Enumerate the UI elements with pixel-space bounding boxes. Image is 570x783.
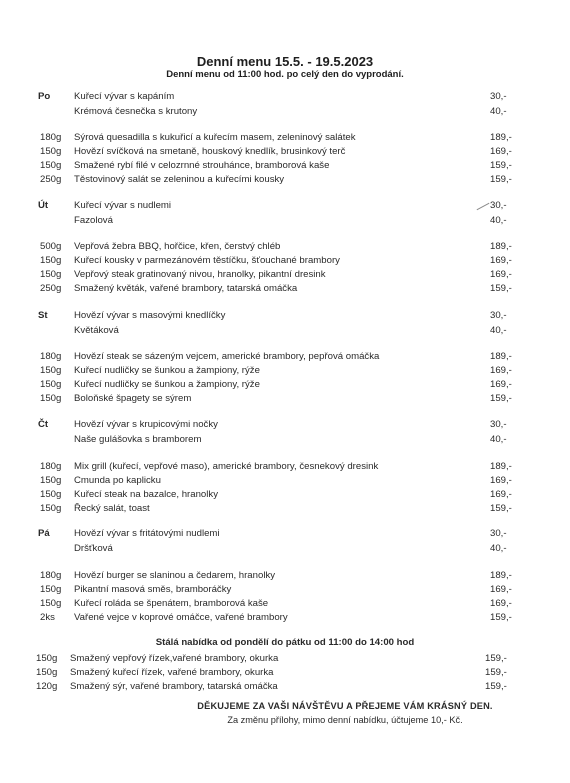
price: 40,- — [490, 215, 507, 226]
price: 189,- — [490, 351, 512, 362]
price: 159,- — [490, 393, 512, 404]
price: 159,- — [490, 612, 512, 623]
price: 159,- — [490, 174, 512, 185]
weight: 120g — [36, 681, 58, 692]
day-label: Čt — [38, 419, 49, 430]
menu-row — [0, 254, 570, 267]
page-title: Denní menu 15.5. - 19.5.2023 — [196, 54, 374, 69]
dish-name: Smažený sýr, vařené brambory, tatarská omáčka — [70, 681, 278, 692]
page-subtitle: Denní menu od 11:00 hod. po celý den do vyprodání. — [166, 69, 404, 80]
standing-offer-title: Stálá nabídka od pondělí do pátku od 11:00 do 14:00 hod — [155, 637, 415, 648]
dish-name: Kuřecí steak na bazalce, hranolky — [74, 489, 218, 500]
menu-row — [0, 527, 570, 540]
price: 169,- — [490, 269, 512, 280]
soup-name: Kuřecí vývar s kapáním — [74, 91, 175, 102]
dish-name: Boloňské špagety se sýrem — [74, 393, 192, 404]
dish-name: Kuřecí nudličky se šunkou a žampiony, rýže — [74, 365, 260, 376]
dish-name: Smažené rybí filé v celozrnné strouhánce, bramborová kaše — [74, 160, 330, 171]
soup-name: Květáková — [74, 325, 119, 336]
menu-row — [0, 240, 570, 253]
weight: 150g — [40, 379, 62, 390]
menu-row — [0, 105, 570, 118]
price: 30,- — [490, 200, 507, 211]
menu-row — [0, 159, 570, 172]
weight: 2ks — [40, 612, 55, 623]
price: 189,- — [490, 461, 512, 472]
soup-name: Hovězí vývar s fritátovými nudlemi — [74, 528, 220, 539]
weight: 180g — [40, 570, 62, 581]
dish-name: Kuřecí kousky v parmezánovém těstíčku, šťouchané brambory — [74, 255, 340, 266]
price: 189,- — [490, 241, 512, 252]
weight: 150g — [40, 503, 62, 514]
menu-row — [0, 324, 570, 337]
price: 169,- — [490, 146, 512, 157]
menu-row — [0, 433, 570, 446]
dish-name: Kuřecí roláda se špenátem, bramborová kaše — [74, 598, 269, 609]
soup-name: Hovězí vývar s krupicovými nočky — [74, 419, 218, 430]
price: 159,- — [490, 503, 512, 514]
menu-row — [0, 583, 570, 596]
price: 169,- — [490, 255, 512, 266]
weight: 250g — [40, 174, 62, 185]
weight: 150g — [40, 269, 62, 280]
price: 159,- — [490, 283, 512, 294]
price: 40,- — [490, 106, 507, 117]
menu-row — [0, 364, 570, 377]
price: 30,- — [490, 310, 507, 321]
menu-row — [0, 611, 570, 624]
menu-row — [0, 474, 570, 487]
weight: 180g — [40, 132, 62, 143]
weight: 500g — [40, 241, 62, 252]
weight: 150g — [40, 584, 62, 595]
weight: 150g — [36, 653, 58, 664]
dish-name: Hovězí burger se slaninou a čedarem, hranolky — [74, 570, 276, 581]
menu-row — [0, 268, 570, 281]
price: 169,- — [490, 365, 512, 376]
dish-name: Pikantní masová směs, bramboráčky — [74, 584, 232, 595]
menu-row — [0, 542, 570, 555]
day-label: Pá — [38, 528, 50, 539]
price: 159,- — [490, 160, 512, 171]
weight: 180g — [40, 461, 62, 472]
menu-row — [0, 666, 570, 679]
menu-row — [0, 350, 570, 363]
menu-row — [0, 569, 570, 582]
weight: 150g — [40, 489, 62, 500]
dish-name: Kuřecí nudličky se šunkou a žampiony, rýže — [74, 379, 260, 390]
soup-name: Naše gulášovka s bramborem — [74, 434, 202, 445]
day-label: Po — [38, 91, 51, 102]
menu-row — [0, 145, 570, 158]
price: 159,- — [485, 667, 507, 678]
menu-row — [0, 392, 570, 405]
price: 30,- — [490, 419, 507, 430]
menu-row — [0, 282, 570, 295]
price: 30,- — [490, 528, 507, 539]
weight: 150g — [40, 365, 62, 376]
price: 30,- — [490, 91, 507, 102]
price: 159,- — [485, 681, 507, 692]
menu-row — [0, 488, 570, 501]
menu-row — [0, 90, 570, 103]
menu-row — [0, 418, 570, 431]
dish-name: Smažený vepřový řízek,vařené brambory, okurka — [70, 653, 279, 664]
soup-name: Kuřecí vývar s nudlemi — [74, 200, 172, 211]
weight: 250g — [40, 283, 62, 294]
price: 169,- — [490, 598, 512, 609]
menu-row — [0, 597, 570, 610]
dish-name: Cmunda po kaplicku — [74, 475, 161, 486]
dish-name: Sýrová quesadilla s kukuřicí a kuřecím masem, zeleninový salátek — [74, 132, 356, 143]
menu-row — [0, 502, 570, 515]
dish-name: Smažený květák, vařené brambory, tatarská omáčka — [74, 283, 298, 294]
price: 159,- — [485, 653, 507, 664]
menu-row — [0, 460, 570, 473]
dish-name: Vařené vejce v koprové omáčce, vařené brambory — [74, 612, 288, 623]
menu-row — [0, 214, 570, 227]
price: 40,- — [490, 325, 507, 336]
dish-name: Vepřová žebra BBQ, hořčice, křen, čerstvý chléb — [74, 241, 281, 252]
menu-row — [0, 652, 570, 665]
side-dish-note: Za změnu přílohy, mimo denní nabídku, účtujeme 10,- Kč. — [227, 715, 463, 725]
dish-name: Smažený kuřecí řízek, vařené brambory, okurka — [70, 667, 274, 678]
weight: 150g — [40, 475, 62, 486]
thanks-message: DĚKUJEME ZA VAŠI NÁVŠTĚVU A PŘEJEME VÁM KRÁSNÝ DEN. — [197, 701, 493, 711]
price: 169,- — [490, 475, 512, 486]
menu-row — [0, 309, 570, 322]
weight: 150g — [40, 598, 62, 609]
weight: 180g — [40, 351, 62, 362]
dish-name: Vepřový steak gratinovaný nivou, hranolky, pikantní dresink — [74, 269, 326, 280]
menu-row — [0, 378, 570, 391]
dish-name: Mix grill (kuřecí, vepřové maso), americké brambory, česnekový dresink — [74, 461, 379, 472]
dish-name: Těstovinový salát se zeleninou a kuřecími kousky — [74, 174, 285, 185]
price: 189,- — [490, 570, 512, 581]
day-label: Út — [38, 200, 49, 211]
dish-name: Hovězí steak se sázeným vejcem, americké brambory, pepřová omáčka — [74, 351, 380, 362]
price: 169,- — [490, 489, 512, 500]
menu-row — [0, 131, 570, 144]
weight: 150g — [40, 160, 62, 171]
day-label: St — [38, 310, 48, 321]
price: 169,- — [490, 379, 512, 390]
weight: 150g — [36, 667, 58, 678]
soup-name: Fazolová — [74, 215, 113, 226]
dish-name: Řecký salát, toast — [74, 503, 150, 514]
menu-row — [0, 680, 570, 693]
weight: 150g — [40, 146, 62, 157]
price: 40,- — [490, 543, 507, 554]
soup-name: Dršťková — [74, 543, 113, 554]
price: 169,- — [490, 584, 512, 595]
soup-name: Krémová česnečka s krutony — [74, 106, 198, 117]
dish-name: Hovězí svíčková na smetaně, houskový knedlík, brusinkový terč — [74, 146, 346, 157]
soup-name: Hovězí vývar s masovými knedlíčky — [74, 310, 226, 321]
price: 40,- — [490, 434, 507, 445]
price: 189,- — [490, 132, 512, 143]
weight: 150g — [40, 255, 62, 266]
weight: 150g — [40, 393, 62, 404]
menu-row — [0, 173, 570, 186]
